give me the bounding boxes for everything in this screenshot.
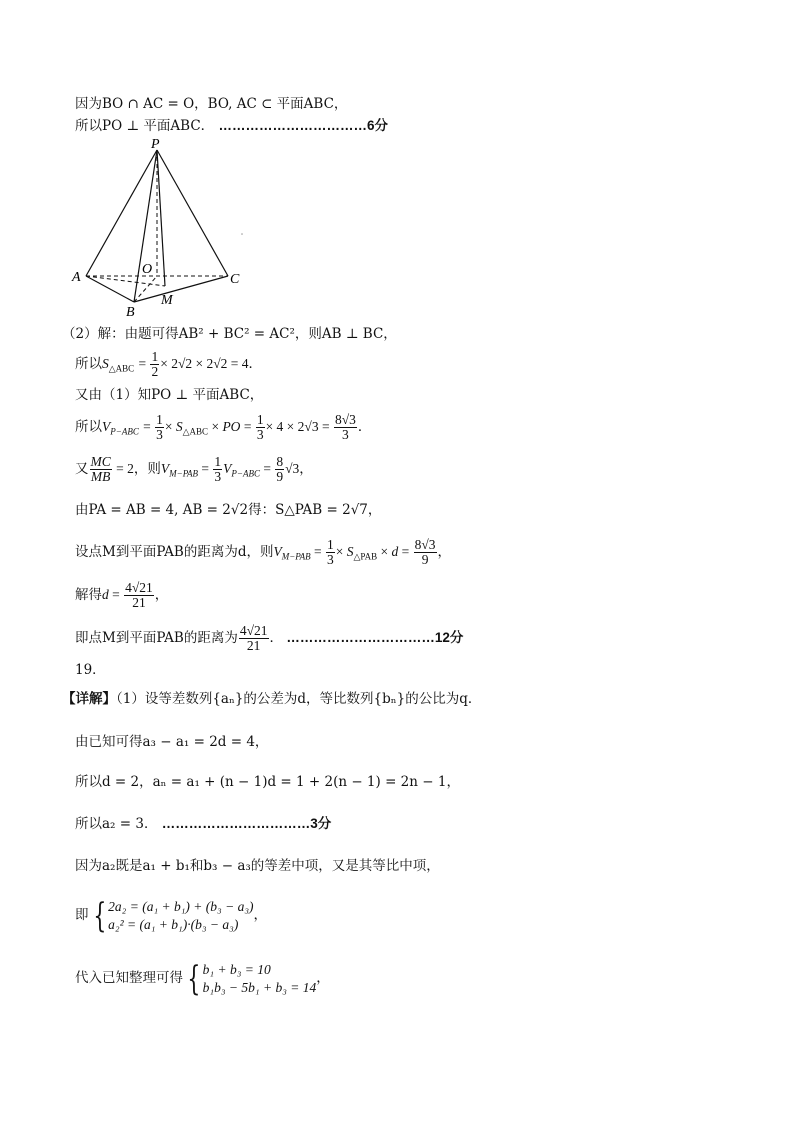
text-line-3: （2）解：由题可得AB² + BC² = AC²，则AB ⊥ BC， — [62, 326, 397, 342]
line-2-score: ……………………………6分 — [218, 118, 388, 133]
text-line-5: 又由（1）知PO ⊥ 平面ABC， — [75, 387, 264, 403]
text-line-18: 即 { 2a₂ = (a₁ + b₁) + (b₃ − a₃) a₂² = (a₁ + b₁)·(b₃ − a₃) ， — [75, 895, 268, 936]
text-line-4: 所以$S_{\triangle ABC}$ = $\frac{1}{2}$ × 2√2 × 2√2 = 4． — [75, 349, 263, 379]
edge-PA — [86, 150, 157, 276]
text-line-2 — [75, 117, 388, 135]
label-C: C — [230, 272, 240, 287]
line-2-text: 所以PO ⊥ 平面ABC． — [75, 118, 215, 134]
text-line-11: 即点M到平面PAB的距离为 $\frac{4√21}{21}$ ． ……………………………12分 — [75, 623, 464, 653]
label-O: O — [142, 262, 153, 277]
text-line-13: 【详解】（1）设等差数列{aₙ}的公差为d，等比数列{bₙ}的公比为q． — [62, 691, 482, 707]
text-line-16: 所以a₂ = 3． ……………………………3分 — [75, 816, 332, 832]
text-line-6: 所以$V_{P-ABC}$ = $\frac{1}{3}$ × $S_{\triangle ABC}$ × PO = $\frac{1}{3}$ × 4 × 2√3 = $\frac{8√3}{3}$ ． — [75, 412, 372, 442]
text-line-1: 因为BO ∩ AC = O，BO, AC ⊂ 平面ABC， — [75, 96, 348, 112]
detail-tag: 【详解】 — [62, 691, 116, 706]
edge-PM — [157, 150, 165, 286]
text-line-7: 又 $\frac{MC}{MB}$ = 2，则$V_{M-PAB}$ = $\frac{1}{3}$ $V_{P-ABC}$ = $\frac{8}{9}$ √3， — [75, 454, 313, 484]
text-line-14: 由已知可得a₃ − a₁ = 2d = 4， — [75, 734, 269, 750]
text-line-10: 解得d = $\frac{4√21}{21}$ ， — [75, 580, 169, 610]
label-P: P — [151, 138, 160, 152]
edge-PC — [157, 150, 228, 276]
text-line-8: 由PA = AB = 4, AB = 2√2得：S△PAB = 2√7， — [75, 502, 382, 518]
text-line-17: 因为a₂既是a₁ + b₁和b₃ − a₃的等差中项，又是其等比中项， — [75, 858, 440, 874]
label-B: B — [126, 305, 135, 318]
pyramid-figure — [68, 138, 328, 318]
edge-AB — [86, 276, 134, 302]
label-M: M — [161, 293, 173, 308]
edge-BC — [134, 276, 228, 302]
label-A: A — [72, 270, 81, 285]
text-line-15: 所以d = 2，aₙ = a₁ + (n − 1)d = 1 + 2(n − 1) = 2n − 1， — [75, 774, 460, 790]
text-line-19: 代入已知整理可得 { b₁ + b₃ = 10 b₁b₃ − 5b₁ + b₃ = 14 ， — [75, 958, 330, 999]
question-number-19: 19． — [75, 662, 106, 678]
text-line-9: 设点M到平面PAB的距离为d，则$V_{M-PAB}$ = $\frac{1}{3}$ × $S_{\triangle PAB} \times d$ = $\frac{8√3}{9}$ ， — [75, 537, 452, 567]
